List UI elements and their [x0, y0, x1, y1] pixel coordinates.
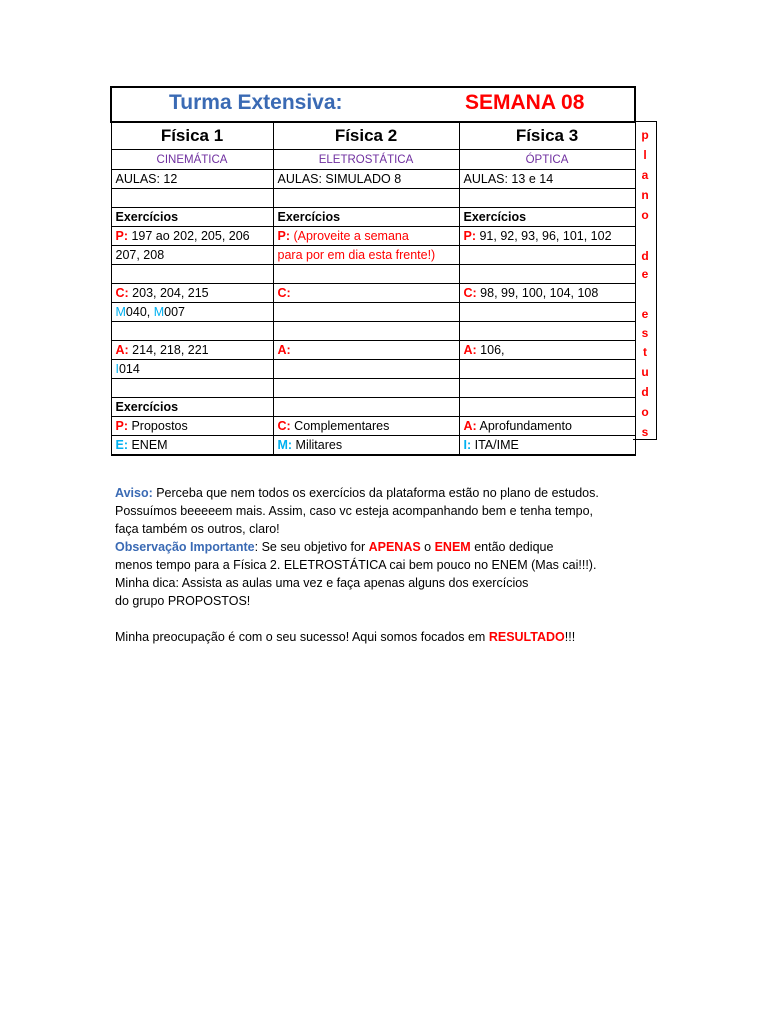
legend-ita-ime: I: ITA/IME — [459, 436, 635, 456]
side-letter: o — [641, 208, 649, 222]
legend-complementares: C: Complementares — [273, 417, 459, 436]
exercicios-label-3: Exercícios — [459, 208, 635, 227]
aulas-fisica-2: AULAS: SIMULADO 8 — [273, 170, 459, 189]
militares-row — [111, 303, 635, 322]
side-letter: a — [641, 168, 649, 182]
aprofundamento-fisica-1: A: 214, 218, 221 — [111, 341, 273, 360]
exercicios-label-1: Exercícios — [111, 208, 273, 227]
notes-line: do grupo PROPOSTOS! — [115, 594, 251, 608]
aprofundamento-row-1 — [111, 341, 635, 360]
week-title: SEMANA 08 — [465, 91, 585, 114]
propostos-cont-fisica-2: para por em dia esta frente!) — [273, 246, 459, 265]
ita-fisica-1: I014 — [111, 360, 273, 379]
legend-header-row — [111, 398, 635, 417]
side-letter: s — [641, 425, 649, 439]
ita-row — [111, 360, 635, 379]
empty-row — [111, 189, 635, 208]
complementares-fisica-1: C: 203, 204, 215 — [111, 284, 273, 303]
side-letter: e — [641, 267, 649, 281]
subject-header-row — [111, 122, 635, 150]
complementares-fisica-3: C: 98, 99, 100, 104, 108 — [459, 284, 635, 303]
subject-fisica-3: Física 3 — [459, 122, 635, 150]
aprofundamento-fisica-2: A: — [273, 341, 459, 360]
aulas-fisica-1: AULAS: 12 — [111, 170, 273, 189]
topic-fisica-2: ELETROSTÁTICA — [273, 150, 459, 170]
propostos-row-2 — [111, 246, 635, 265]
notes-line: faça também os outros, claro! — [115, 522, 280, 536]
title-row — [111, 87, 635, 122]
legend-exercicios-label: Exercícios — [111, 398, 273, 417]
propostos-fisica-2: P: (Aproveite a semana — [273, 227, 459, 246]
propostos-cont-fisica-1: 207, 208 — [111, 246, 273, 265]
militares-fisica-1: M040, M007 — [111, 303, 273, 322]
notes-line: menos tempo para a Física 2. ELETROSTÁTICA cai bem pouco no ENEM (Mas cai!!!). — [115, 558, 597, 572]
aulas-fisica-3: AULAS: 13 e 14 — [459, 170, 635, 189]
topic-row — [111, 150, 635, 170]
topic-fisica-3: ÓPTICA — [459, 150, 635, 170]
aprofundamento-fisica-3: A: 106, — [459, 341, 635, 360]
side-letter: e — [641, 307, 649, 321]
title-cell — [111, 87, 635, 122]
legend-enem: E: ENEM — [111, 436, 273, 456]
final-line: Minha preocupação é com o seu sucesso! Aqui somos focados em RESULTADO!!! — [115, 630, 576, 644]
side-letter: u — [641, 365, 649, 379]
aviso-line: Aviso: Perceba que nem todos os exercícios da plataforma estão no plano de estudos. — [115, 486, 599, 500]
empty-row — [111, 322, 635, 341]
side-letter: s — [641, 326, 649, 340]
subject-fisica-1: Física 1 — [111, 122, 273, 150]
empty-row — [111, 379, 635, 398]
subject-fisica-2: Física 2 — [273, 122, 459, 150]
observacao-line: Observação Importante: Se seu objetivo for APENAS o ENEM então dedique — [115, 540, 554, 554]
aulas-row — [111, 170, 635, 189]
legend-militares: M: Militares — [273, 436, 459, 456]
exercicios-label-2: Exercícios — [273, 208, 459, 227]
complementares-fisica-2: C: — [273, 284, 459, 303]
notes-line: Possuímos beeeeem mais. Assim, caso vc esteja acompanhando bem e tenha tempo, — [115, 504, 594, 518]
side-letter: p — [641, 128, 649, 142]
notes-section — [115, 484, 675, 646]
side-letter: t — [643, 345, 647, 359]
propostos-fisica-3: P: 91, 92, 93, 96, 101, 102 — [459, 227, 635, 246]
side-letter: o — [641, 405, 649, 419]
legend-row-2 — [111, 436, 635, 456]
class-title: Turma Extensiva: — [169, 91, 343, 114]
empty-row — [111, 265, 635, 284]
propostos-row-1 — [111, 227, 635, 246]
topic-fisica-1: CINEMÁTICA — [111, 150, 273, 170]
complementares-row-1 — [111, 284, 635, 303]
side-letter: d — [641, 249, 649, 263]
exercicios-header-row — [111, 208, 635, 227]
side-letter: d — [641, 385, 649, 399]
legend-aprofundamento: A: Aprofundamento — [459, 417, 635, 436]
study-plan-table — [110, 86, 636, 456]
side-letter: n — [641, 188, 649, 202]
notes-line: Minha dica: Assista as aulas uma vez e faça apenas alguns dos exercícios — [115, 576, 529, 590]
legend-propostos: P: Propostos — [111, 417, 273, 436]
propostos-fisica-1: P: 197 ao 202, 205, 206 — [111, 227, 273, 246]
side-letter: l — [643, 148, 647, 162]
plano-de-estudos-vertical-label — [633, 121, 657, 440]
legend-row-1 — [111, 417, 635, 436]
